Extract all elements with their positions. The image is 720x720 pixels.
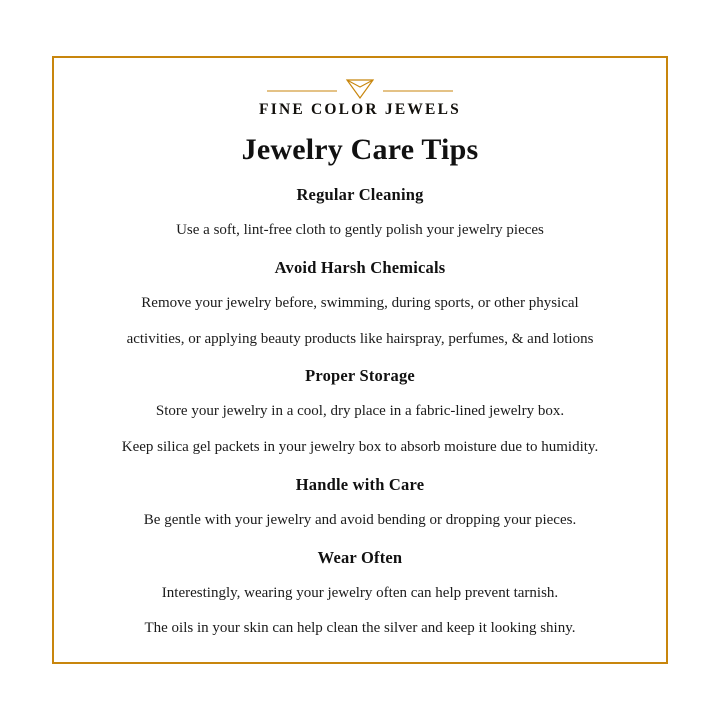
section-regular-cleaning	[80, 167, 640, 240]
section-line: Interestingly, wearing your jewelry often can help prevent tarnish.	[161, 584, 559, 601]
section-line: Store your jewelry in a cool, dry place in a fabric-lined jewelry box.	[155, 403, 565, 420]
page-title: Jewelry Care Tips	[241, 133, 479, 166]
section-heading: Handle with Care	[295, 474, 425, 494]
section-heading: Avoid Harsh Chemicals	[274, 257, 446, 277]
section-line: Remove your jewelry before, swimming, during sports, or other physical	[141, 294, 579, 311]
section-line: activities, or applying beauty products like hairspray, perfumes, & and lotions	[126, 330, 594, 347]
section-heading: Regular Cleaning	[296, 185, 424, 204]
section-line: The oils in your skin can help clean the silver and keep it looking shiny.	[144, 620, 576, 637]
section-line: Use a soft, lint-free cloth to gently polish your jewelry pieces	[176, 222, 544, 238]
section-line: Keep silica gel packets in your jewelry box to absorb moisture due to humidity.	[121, 439, 599, 455]
card-content	[54, 58, 666, 662]
section-avoid-harsh-chemicals	[80, 240, 640, 349]
section-heading: Wear Often	[317, 547, 403, 567]
brand-name: FINE COLOR JEWELS	[259, 101, 461, 118]
section-heading: Proper Storage	[305, 366, 415, 386]
section-handle-with-care	[80, 457, 640, 530]
section-wear-often	[80, 530, 640, 639]
section-proper-storage	[80, 348, 640, 457]
diamond-outline-icon	[255, 74, 465, 100]
brand-logo	[255, 74, 465, 119]
section-line: Be gentle with your jewelry and avoid bending or dropping your pieces.	[143, 511, 577, 528]
care-tips-card	[52, 56, 668, 664]
